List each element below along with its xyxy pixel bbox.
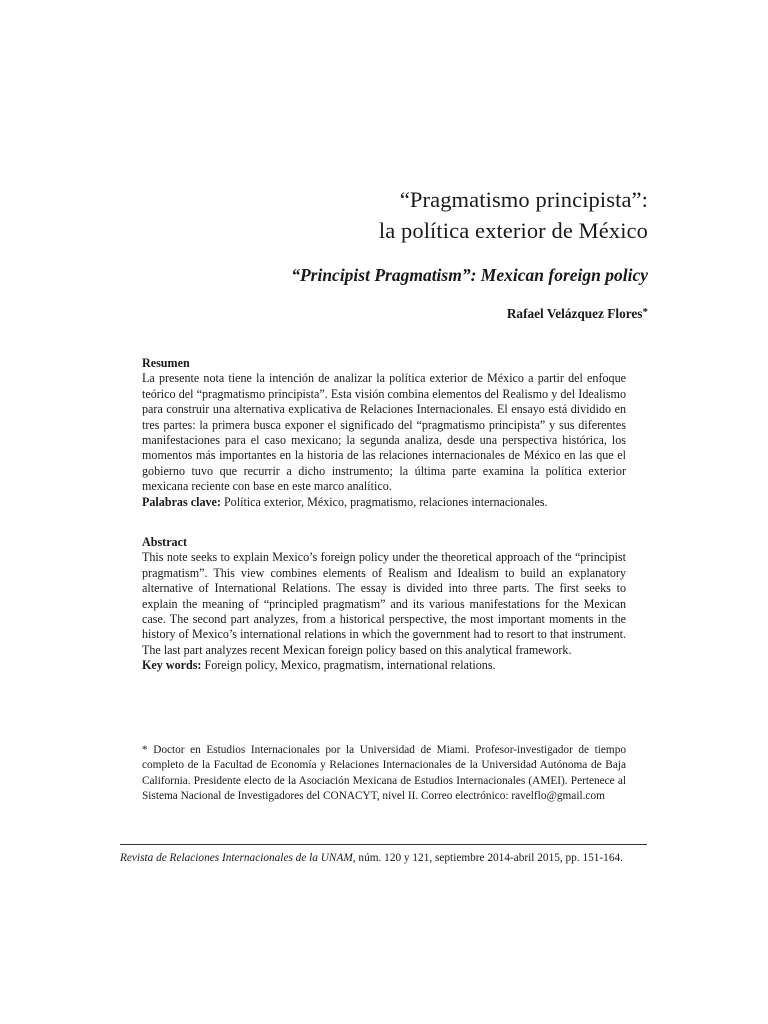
abstract-heading: Abstract	[142, 535, 188, 549]
resumen-text: La presente nota tiene la intención de analizar la política exterior de México a partir del enfoque teórico del “pragmatismo principista”. Esta visión combina elementos del Realismo y del Idealismo para construir una alternativa explicativa de Relaciones Internacionales. El ensayo está dividido en tres partes: la primera busca exponer el significado del “pragmatismo principista” y sus diferentes manifestaciones para el caso mexicano; la segunda analiza, desde una perspectiva histórica, los momentos más importantes en la historia de las relaciones internacionales de México en las que el gobierno tuvo que recurrir a dicho instrumento; la última parte examina la política exterior mexicana reciente con base en este marco analítico.	[142, 371, 626, 494]
author-footnote-mark: *	[642, 306, 648, 318]
abstract-section	[142, 535, 626, 674]
resumen-keywords-values: Política exterior, México, pragmatismo, relaciones internacionales.	[220, 494, 548, 509]
article-title-line-1: “Pragmatismo principista”:	[399, 187, 648, 212]
abstract-text: This note seeks to explain Mexico’s foreign policy under the theoretical approach of the “principist pragmatism”. This view combines elements of Realism and Idealism to build an explanatory alternative of International Relations. The essay is divided into three parts. The first seeks to explain the meaning of “principled pragmatism” and its various manifestations for the Mexican case. The second part analyzes, from a historical perspective, the most important moments in the history of Mexico’s international relations in which the government had to resort to that instrument. The last part analyzes recent Mexican foreign policy based on this analytical framework.	[142, 550, 626, 657]
abstract-keywords-values: Foreign policy, Mexico, pragmatism, international relations.	[201, 658, 496, 673]
footer-rule	[120, 844, 647, 845]
abstract-keywords	[142, 658, 626, 673]
resumen-section	[142, 356, 626, 510]
author-name: Rafael Velázquez Flores	[506, 306, 643, 321]
resumen-keywords-label: Palabras clave:	[142, 494, 221, 509]
journal-details: núm. 120 y 121, septiembre 2014-abril 2015, pp. 151-164.	[355, 852, 623, 864]
article-title	[379, 184, 648, 246]
article-subtitle: “Principist Pragmatism”: Mexican foreign policy	[291, 265, 648, 285]
abstract-keywords-label: Key words:	[142, 658, 202, 673]
journal-name: Revista de Relaciones Internacionales de la UNAM,	[120, 852, 356, 864]
journal-citation	[120, 852, 647, 864]
article-title-line-2: la política exterior de México	[378, 218, 648, 243]
author-line	[507, 306, 648, 322]
resumen-keywords	[142, 495, 626, 510]
author-footnote: * Doctor en Estudios Internacionales por la Universidad de Miami. Profesor-investigador de tiempo completo de la Facultad de Economía y Relaciones Internacionales de la Universidad Autónoma de Baja California. Presidente electo de la Asociación Mexicana de Estudios Internacionales (AMEI). Pertenece al Sistema Nacional de Investigadores del CONACYT, nivel II. Correo electrónico: ravelflo@gmail.com	[142, 744, 626, 803]
resumen-heading: Resumen	[142, 356, 190, 370]
